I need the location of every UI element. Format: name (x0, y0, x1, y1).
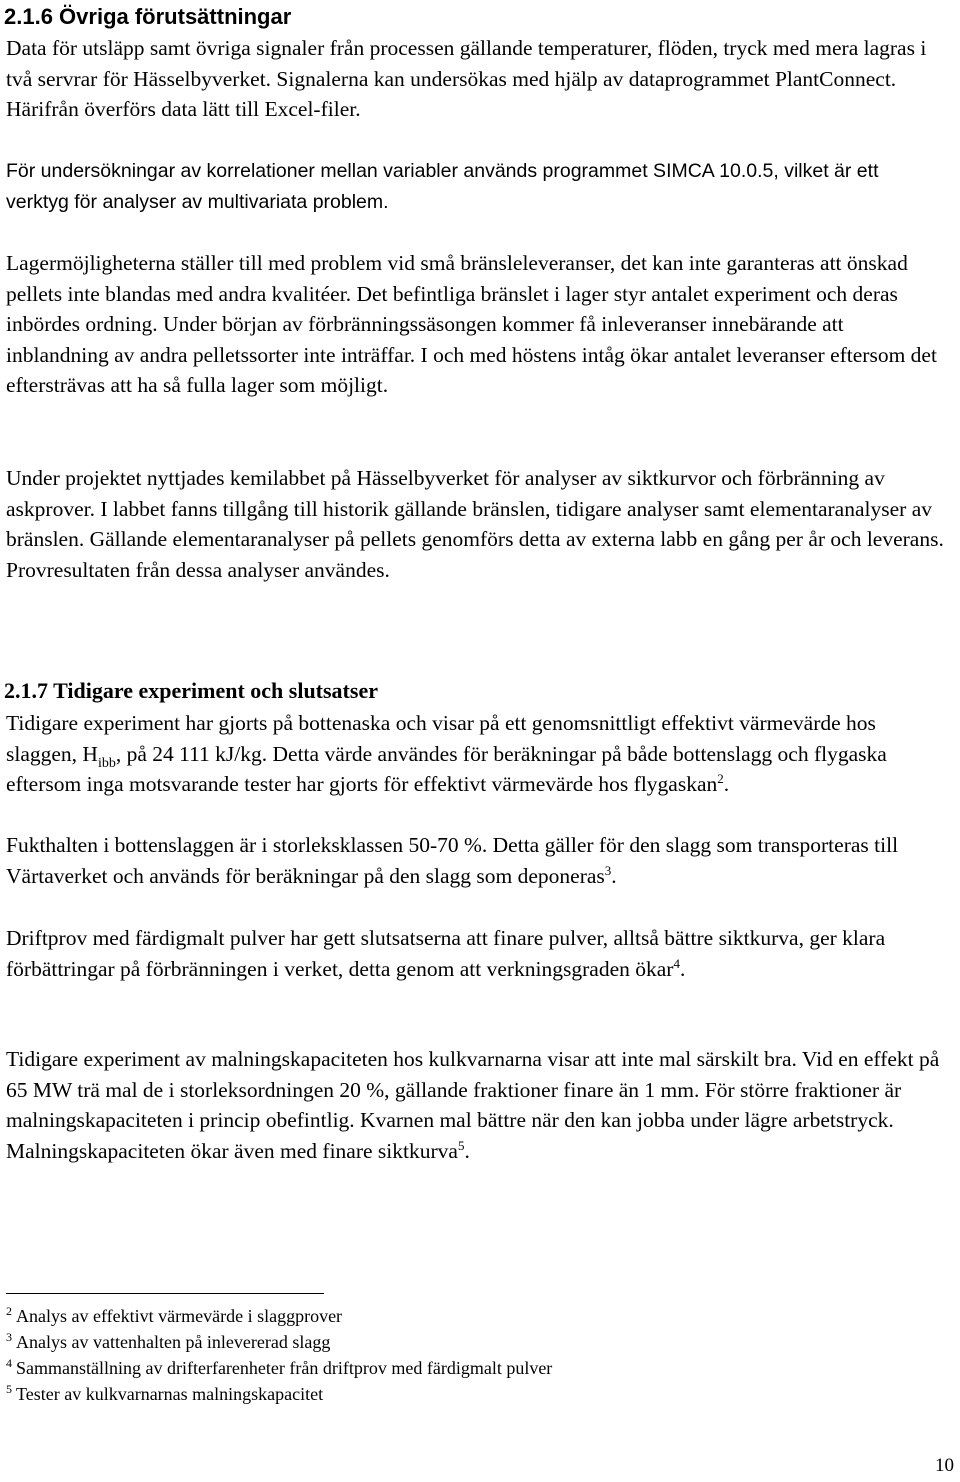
footnote-5 (6, 1381, 552, 1407)
footnote-text: Analys av vattenhalten på inlevererad slagg (16, 1332, 331, 1352)
text-run: Tidigare experiment har gjorts på bottenaska och visar på ett genomsnittligt effektivt värmevärde hos slaggen, H (6, 711, 876, 766)
footnotes (6, 1303, 552, 1407)
page-number: 10 (935, 1455, 954, 1476)
text-run: . (464, 1138, 470, 1163)
footnote-number: 4 (6, 1356, 12, 1370)
paragraph-chemlab: Under projektet nyttjades kemilabbet på Hässelbyverket för analyser av siktkurvor och förbränning av askprover. I labbet fanns tillgång till historik gällande bränslen, tidigare analyser samt elementaranalyser av bränslen. Gällande elementaranalyser på pellets genomförs detta av externa labb en gång per år och leverans. Provresultaten från dessa analyser användes. (6, 466, 944, 582)
text-run: Fukthalten i bottenslaggen är i storleksklassen 50-70 %. Detta gäller för den slagg som transporteras till Värtaverket och används för beräkningar på den slagg som deponeras (6, 833, 899, 888)
footnote-number: 5 (6, 1382, 12, 1396)
footnote-ref-2: 2 (717, 771, 724, 786)
footnote-3 (6, 1329, 552, 1355)
text-run: . (611, 863, 617, 888)
section-heading-ovriga: 2.1.6 Övriga förutsättningar (4, 4, 292, 29)
footnote-ref-5: 5 (457, 1137, 465, 1153)
footnote-text: Analys av effektivt värmevärde i slaggprover (16, 1306, 343, 1326)
section-heading-tidigare: 2.1.7 Tidigare experiment och slutsatser (4, 678, 378, 703)
text-run: Tidigare experiment av malningskapaciteten hos kulkvarnarna visar att inte mal särskilt bra. Vid en effekt på 65 MW trä mal de i storleksordningen 20 %, gällande fraktioner finare än 1 mm. För större fraktioner är malningskapaciteten i princip obefintlig. Kvarnen mal bättre när den kan jobba under lägre arbetstryck. Malningskapaciteten ökar även med finare siktkurva (6, 1047, 940, 1163)
footnote-number: 2 (6, 1304, 12, 1318)
footnote-text: Tester av kulkvarnarnas malningskapacitet (16, 1384, 324, 1404)
footnote-4 (6, 1355, 552, 1381)
paragraph-storage-limits: Lagermöjligheterna ställer till med problem vid små bränsleleveranser, det kan inte garanteras att önskad pellets inte blandas med andra kvalitéer. Det befintliga bränslet i lager styr antalet experiment och deras inbördes ordning. Under början av förbränningssäsongen kommer få inleveranser innebärande att inblandning av andra pelletssorter inte inträffar. I och med höstens intåg ökar antalet leveranser eftersom det eftersträvas att ha så fulla lager som möjligt. (6, 251, 937, 397)
paragraph-powder-trial (6, 923, 946, 984)
text-run: Driftprov med färdigmalt pulver har gett slutsatserna att finare pulver, alltså bättre siktkurva, ger klara förbättringar på förbränningen i verket, detta genom att verkningsgraden ökar (6, 926, 886, 981)
text-run: . (723, 772, 730, 796)
text-run: , på 24 111 kJ/kg. Detta värde användes för beräkningar på både bottenslagg och flygaska eftersom inga motsvarande tester har gjorts för effektivt värmevärde hos flygaskan (6, 741, 887, 796)
paragraph-data-storage: Data för utsläpp samt övriga signaler från processen gällande temperaturer, flöden, tryck med mera lagras i två servrar för Hässelbyverket. Signalerna kan undersökas med hjälp av dataprogrammet PlantConnect. Härifrån överförs data lätt till Excel-filer. (6, 36, 927, 121)
footnote-separator (6, 1293, 324, 1294)
footnote-ref-3: 3 (604, 862, 612, 878)
footnote-2 (6, 1303, 552, 1329)
paragraph-grinding-capacity (6, 1044, 946, 1166)
subscript-ibb: ibb (97, 755, 116, 771)
footnote-text: Sammanställning av drifterfarenheter från driftprov med färdigmalt pulver (16, 1358, 553, 1378)
paragraph-heating-value (6, 708, 946, 800)
paragraph-simca: För undersökningar av korrelationer mellan variabler används programmet SIMCA 10.0.5, vilket är ett verktyg för analyser av multivariata problem. (6, 160, 879, 213)
footnote-number: 3 (6, 1330, 12, 1344)
paragraph-moisture (6, 830, 946, 891)
text-run: . (679, 956, 686, 981)
footnote-ref-4: 4 (673, 955, 680, 971)
